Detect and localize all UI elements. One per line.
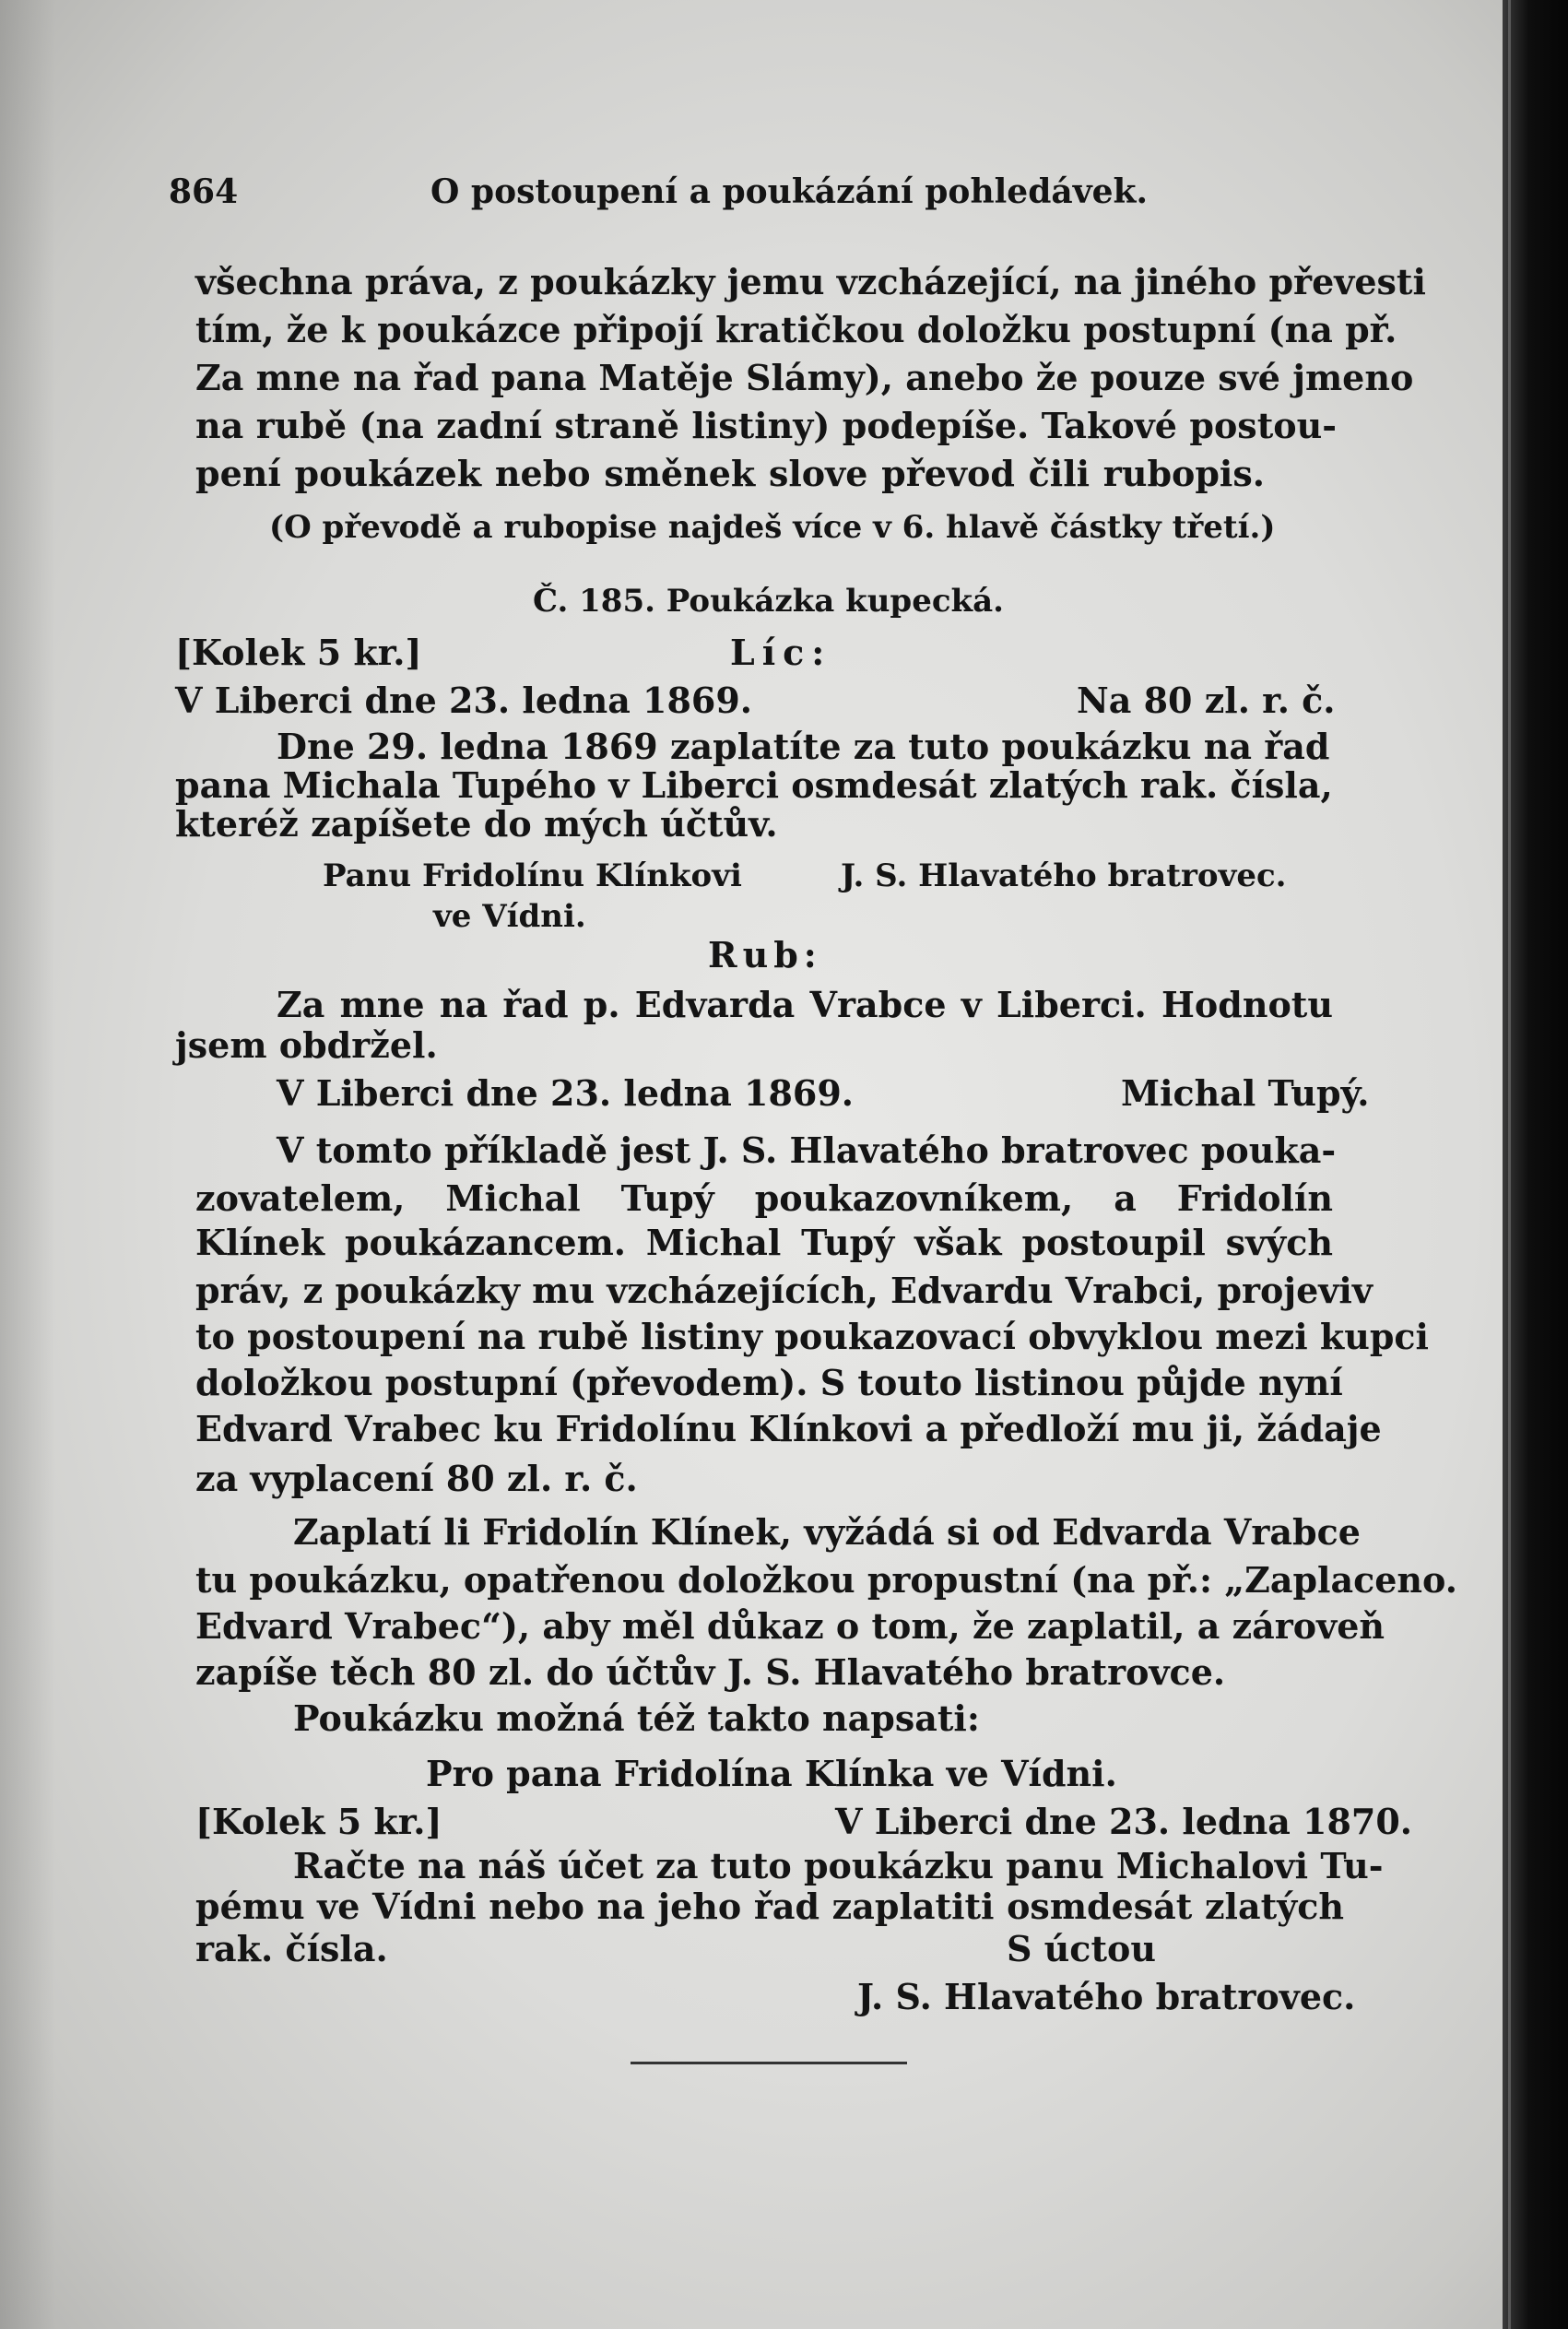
addressee-3: Pro pana Fridolína Klínka ve Vídni.	[426, 1753, 1117, 1794]
date-3: V Liberci dne 23. ledna 1870.	[835, 1801, 1413, 1842]
stamp-2: [Kolek 5 kr.]	[195, 1801, 442, 1842]
page-number: 864	[169, 172, 239, 211]
closing-2: J. S. Hlavatého bratrovec.	[857, 1976, 1356, 2017]
endorsement-line-1: Za mne na řad p. Edvarda Vrabce v Liberci. Hodnotu	[277, 984, 1333, 1025]
paragraph-3-line-1: Zaplatí li Fridolín Klínek, vyžádá si od Edvarda Vrabce	[293, 1511, 1361, 1553]
order-text-line-2: pana Michala Tupého v Liberci osmdesát zlatých rak. čísla,	[175, 764, 1333, 806]
paragraph-1-line-4: na rubě (na zadní straně listiny) podepíše. Takové postou-	[195, 405, 1337, 446]
paragraph-4: Poukázku možná též takto napsati:	[293, 1697, 980, 1739]
book-spine-shadow	[1503, 0, 1568, 2329]
stamp-1: [Kolek 5 kr.]	[175, 632, 422, 673]
date-2: V Liberci dne 23. ledna 1869.	[277, 1072, 855, 1114]
paragraph-2-line-7: Edvard Vrabec ku Fridolínu Klínkovi a předloží mu ji, žádaje	[195, 1408, 1382, 1449]
order-text-line-3: kteréž zapíšete do mých účtův.	[175, 803, 778, 845]
section-heading: Č. 185. Poukázka kupecká.	[533, 583, 1004, 620]
order-text-line-1: Dne 29. ledna 1869 zaplatíte za tuto poukázku na řad	[277, 726, 1330, 767]
paragraph-1-line-2: tím, že k poukázce připojí kratičkou doložku postupní (na př.	[195, 309, 1397, 350]
order-text-2-line-2: pému ve Vídni nebo na jeho řad zaplatiti osmdesát zlatých	[195, 1886, 1344, 1927]
paragraph-2-line-5: to postoupení na rubě listiny poukazovací obvyklou mezi kupci	[195, 1316, 1429, 1357]
endorser: Michal Tupý.	[1121, 1072, 1370, 1114]
date-1: V Liberci dne 23. ledna 1869.	[175, 680, 753, 721]
lic-label: Líc:	[730, 632, 832, 673]
issuer-1: J. S. Hlavatého bratrovec.	[841, 857, 1287, 894]
addressee-1: Panu Fridolínu Klínkovi	[323, 857, 742, 894]
closing-1: S úctou	[1007, 1928, 1156, 1969]
note-line: (O převodě a rubopise najdeš více v 6. hlavě částky třetí.)	[269, 509, 1276, 546]
paragraph-1-line-3: Za mne na řad pana Matěje Slámy), anebo že pouze své jmeno	[195, 357, 1414, 398]
paragraph-2-line-8: za vyplacení 80 zl. r. č.	[195, 1458, 638, 1499]
paragraph-3-line-4: zapíše těch 80 zl. do účtův J. S. Hlavatého bratrovce.	[195, 1651, 1226, 1693]
paragraph-3-line-2: tu poukázku, opatřenou doložkou propustní (na př.: „Zaplaceno.	[195, 1559, 1457, 1601]
addressee-2: ve Vídni.	[433, 898, 586, 935]
paragraph-2-line-1: V tomto příkladě jest J. S. Hlavatého bratrovec pouka-	[277, 1129, 1337, 1171]
paragraph-2-line-6: doložkou postupní (převodem). S touto listinou půjde nyní	[195, 1362, 1343, 1403]
paragraph-1-line-5: pení poukázek nebo směnek slove převod čili rubopis.	[195, 453, 1265, 494]
closing-rule	[631, 2062, 907, 2064]
order-text-2-line-3: rak. čísla.	[195, 1928, 388, 1969]
running-title: O postoupení a poukázání pohledávek.	[430, 172, 1148, 211]
paragraph-2-line-3: Klínek poukázancem. Michal Tupý však postoupil svých	[195, 1222, 1333, 1263]
amount-1: Na 80 zl. r. č.	[1077, 680, 1336, 721]
rub-label: Rub:	[708, 934, 822, 975]
order-text-2-line-1: Račte na náš účet za tuto poukázku panu Michalovi Tu-	[293, 1845, 1384, 1886]
paragraph-3-line-3: Edvard Vrabec“), aby měl důkaz o tom, že zaplatil, a zároveň	[195, 1605, 1385, 1647]
paragraph-2-line-2: zovatelem, Michal Tupý poukazovníkem, a Fridolín	[195, 1177, 1333, 1219]
endorsement-line-2: jsem obdržel.	[175, 1024, 438, 1066]
paragraph-2-line-4: práv, z poukázky mu vzcházejících, Edvardu Vrabci, projeviv	[195, 1270, 1373, 1311]
paragraph-1-line-1: všechna práva, z poukázky jemu vzcházející, na jiného převesti	[195, 261, 1426, 302]
